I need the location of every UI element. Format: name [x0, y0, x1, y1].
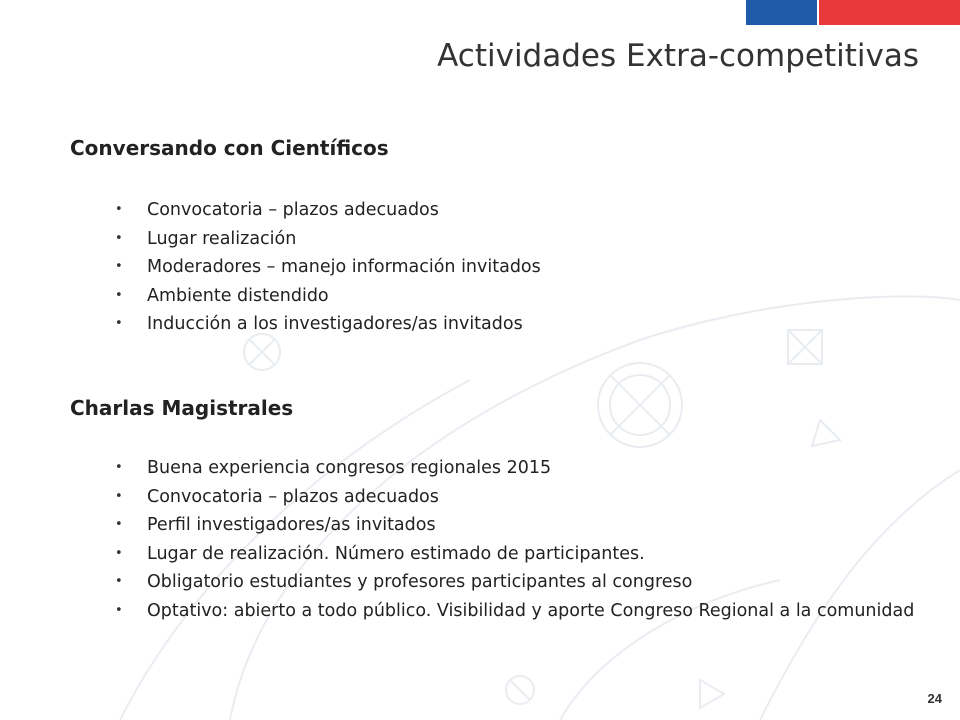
- bullet-dot-icon: •: [115, 259, 123, 275]
- bullet-dot-icon: •: [115, 517, 123, 533]
- bullet-dot-icon: •: [115, 488, 123, 504]
- list-item-text: Lugar de realización. Número estimado de participantes.: [147, 543, 645, 564]
- bullet-list-charlas: [115, 454, 921, 626]
- list-item-text: Inducción a los investigadores/as invitados: [147, 314, 523, 335]
- list-item-text: Ambiente distendido: [147, 285, 329, 306]
- list-item: [115, 597, 921, 626]
- list-item: [115, 568, 921, 597]
- bullet-dot-icon: •: [115, 316, 123, 332]
- bullet-dot-icon: •: [115, 545, 123, 561]
- list-item-text: Buena experiencia congresos regionales 2015: [147, 458, 552, 478]
- list-item: [115, 483, 921, 512]
- page-number: 24: [927, 691, 942, 706]
- bullet-dot-icon: •: [115, 460, 123, 475]
- list-item: [115, 454, 921, 483]
- list-item-text: Lugar realización: [147, 228, 297, 249]
- list-item: [115, 540, 921, 569]
- bullet-dot-icon: •: [115, 574, 123, 590]
- list-item-text: Obligatorio estudiantes y profesores participantes al congreso: [147, 572, 693, 593]
- section-heading-conversando: Conversando con Científicos: [70, 136, 389, 160]
- bullet-dot-icon: •: [115, 230, 123, 246]
- slide-title: Actividades Extra-competitivas: [437, 38, 919, 74]
- list-item: [115, 282, 921, 311]
- list-item: [115, 253, 921, 282]
- bullet-dot-icon: •: [115, 202, 123, 217]
- list-item-text: Convocatoria – plazos adecuados: [147, 200, 439, 220]
- list-item: [115, 196, 921, 225]
- list-item-text: Convocatoria – plazos adecuados: [147, 486, 439, 507]
- list-item-text: Optativo: abierto a todo público. Visibilidad y aporte Congreso Regional a la comunidad: [147, 600, 915, 621]
- bullet-dot-icon: •: [115, 287, 123, 303]
- section-heading-charlas: Charlas Magistrales: [70, 396, 294, 420]
- flag-blue-stripe: [746, 0, 817, 25]
- list-item-text: Perfil investigadores/as invitados: [147, 515, 436, 536]
- bullet-list-conversando: [115, 196, 921, 339]
- flag-red-stripe: [819, 0, 960, 25]
- list-item: [115, 225, 921, 254]
- list-item-text: Moderadores – manejo información invitados: [147, 257, 541, 278]
- list-item: [115, 511, 921, 540]
- bullet-dot-icon: •: [115, 602, 123, 618]
- list-item: [115, 310, 921, 339]
